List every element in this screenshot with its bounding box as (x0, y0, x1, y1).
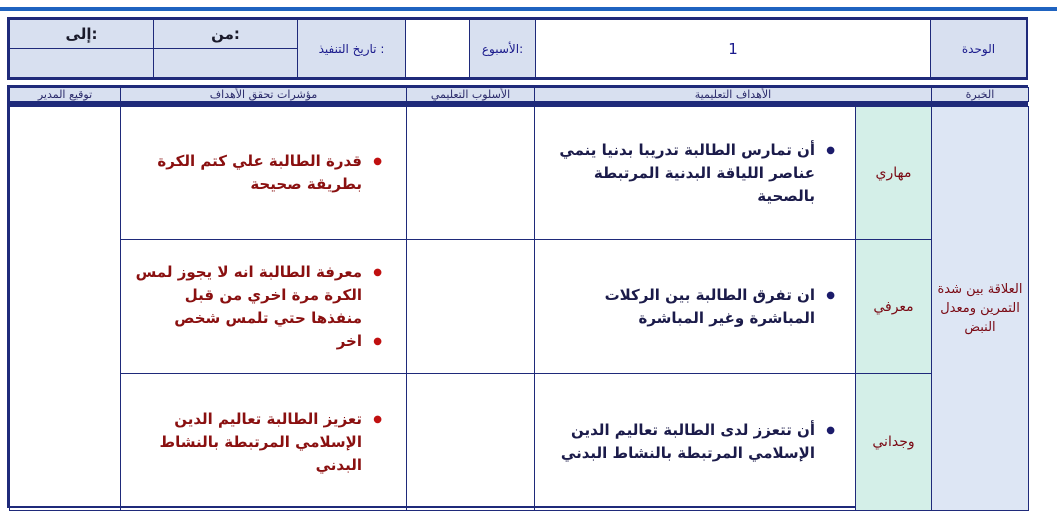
goal-item: ● ان تفرق الطالبة بين الركلات المباشرة وغير المباشرة (551, 284, 815, 330)
goal-item: ● أن تمارس الطالبة تدريبا بدنيا ينمي عناصر اللياقة البدنية المرتبطة بالصحية (551, 139, 815, 208)
unit-label: الوحدة (931, 20, 1027, 78)
col-principal-signature: توقيع المدير (10, 88, 121, 102)
to-cell (10, 20, 154, 78)
goal-cell-cognitive (535, 240, 856, 374)
method-cell[interactable] (407, 374, 535, 511)
indicator-item: ● اخر (131, 330, 362, 353)
week-label: الأسبوع: (470, 20, 536, 78)
method-cell[interactable] (407, 240, 535, 374)
unit-value[interactable]: 1 (536, 20, 931, 78)
indicator-item: ● تعزيز الطالبة تعاليم الدين الإسلامي المرتبطة بالنشاط البدني (131, 408, 362, 477)
to-value[interactable] (10, 49, 153, 77)
to-label: إلى: (10, 20, 153, 49)
khibra-cell: العلاقة بين شدة التمرين ومعدل النبض (932, 107, 1029, 511)
top-accent-line (0, 7, 1057, 11)
goal-cell-affective (535, 374, 856, 511)
domain-affective: وجداني (856, 374, 932, 511)
principal-signature-cell[interactable] (10, 107, 121, 511)
method-cell[interactable] (407, 107, 535, 240)
goal-cell-skill (535, 107, 856, 240)
goal-item: ● أن تتعزز لدى الطالبة تعاليم الدين الإسلامي المرتبطة بالنشاط البدني (551, 419, 815, 465)
column-headers (7, 85, 1028, 104)
indicator-cell-skill (121, 107, 407, 240)
indicator-item: ● معرفة الطالبة انه لا يجوز لمس الكرة مرة اخري من قبل منفذها حتي تلمس شخص (131, 261, 362, 330)
col-indicators: مؤشرات تحقق الأهداف (121, 88, 407, 102)
exec-date-label: تاريخ التنفيذ : (298, 20, 406, 78)
domain-skill: مهاري (856, 107, 932, 240)
col-goals: الأهداف التعليمية (535, 88, 932, 102)
indicator-cell-cognitive (121, 240, 407, 374)
lesson-header (7, 17, 1028, 80)
lesson-plan-grid (7, 104, 1028, 508)
indicator-cell-affective (121, 374, 407, 511)
from-label: من: (154, 20, 297, 49)
indicator-item: ● قدرة الطالبة علي كتم الكرة بطريقة صحيحة (131, 150, 362, 196)
col-method: الأسلوب التعليمي (407, 88, 535, 102)
domain-cognitive: معرفي (856, 240, 932, 374)
col-khibra: الخبرة (932, 88, 1029, 102)
from-value[interactable] (154, 49, 297, 77)
from-cell (154, 20, 298, 78)
week-value[interactable] (406, 20, 470, 78)
